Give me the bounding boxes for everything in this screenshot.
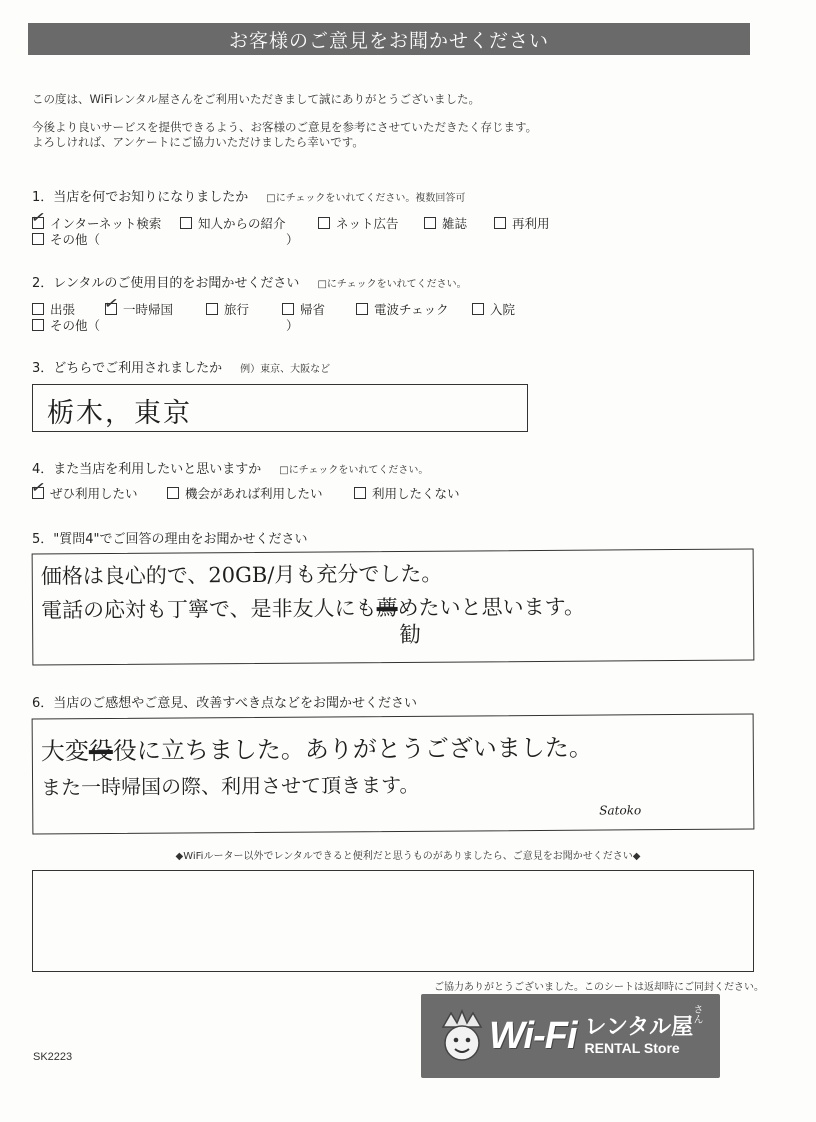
checkbox[interactable] [354, 487, 366, 499]
q2-option-hospital[interactable] [472, 300, 515, 318]
checkbox[interactable] [282, 303, 294, 315]
intro-line-1: この度は、WiFiレンタル屋さんをご利用いただきまして誠にありがとうございました。 [32, 92, 481, 106]
q2-option-label: 一時帰国 [123, 302, 174, 317]
q6-answer-part: 大変 [40, 737, 89, 766]
checkbox[interactable] [32, 319, 44, 331]
q2-option-signal-check[interactable] [356, 300, 449, 318]
q1-option-reuse[interactable] [494, 214, 550, 232]
q4-label [32, 458, 428, 477]
q5-answer-part: 電話の応対も丁寧で、是非友人にも [40, 596, 377, 623]
q1-option-label: 知人からの紹介 [198, 216, 286, 231]
intro-line-3: よろしければ、アンケートにご協力いただけましたら幸いです。 [32, 135, 364, 149]
wifi-rental-logo [421, 994, 720, 1078]
q2-question: 2．レンタルのご使用目的をお聞かせください [32, 276, 300, 291]
q1-option-label: ネット広告 [336, 216, 399, 231]
q4-option-label: 利用したくない [372, 486, 460, 501]
q1-other-label: その他（ [50, 232, 101, 247]
checkbox[interactable] [102, 292, 121, 316]
check-mark-icon: ✓ [29, 476, 48, 500]
q6-answer-line-2: また一時帰国の際、利用させて頂きます。 [41, 772, 420, 800]
checkbox[interactable] [29, 206, 48, 230]
checkbox[interactable] [318, 217, 330, 229]
q4-question: 4．また当店を利用したいと思いますか [32, 462, 262, 477]
q2-option-label: 電波チェック [374, 302, 449, 317]
q1-option-magazine[interactable] [424, 214, 467, 232]
q6-answer-part: 役に立ちました。ありがとうございました。 [112, 733, 593, 765]
q1-option-label: 再利用 [512, 216, 550, 231]
checkbox[interactable] [32, 303, 44, 315]
q5-label: 5．"質問4"でご回答の理由をお聞かせください [32, 532, 308, 547]
checkbox[interactable] [424, 217, 436, 229]
checkbox[interactable] [29, 476, 48, 500]
logo-jp-text: レンタル屋 [584, 1015, 694, 1040]
q7-label: ◆WiFiルーター以外でレンタルできると便利だと思うものがありましたら、ご意見をお聞かせください◆ [175, 851, 641, 862]
logo-text-group [585, 1016, 694, 1056]
checkbox[interactable] [356, 303, 368, 315]
q2-other-close: ） [286, 318, 299, 333]
logo-wifi-text: Wi-Fi [489, 1014, 577, 1057]
q1-option-label: インターネット検索 [50, 216, 162, 231]
q1-other-close: ） [286, 232, 299, 247]
q4-option-definitely[interactable] [29, 476, 138, 502]
q4-option-label: 機会があれば利用したい [185, 486, 323, 501]
q2-option-label: 帰省 [300, 302, 326, 317]
checkbox[interactable] [206, 303, 218, 315]
q5-answer-box[interactable] [32, 548, 755, 665]
q1-option-net-ad[interactable] [318, 214, 399, 232]
q4-note: □にチェックをいれてください。 [279, 465, 429, 476]
q1-note: □にチェックをいれてください。複数回答可 [266, 193, 466, 204]
q4-option-label: ぜひ利用したい [50, 486, 138, 501]
q2-option-label: 旅行 [224, 302, 250, 317]
checkbox[interactable] [494, 217, 506, 229]
q5-answer-line-1: 価格は良心的で、20GB/月も充分でした。 [40, 561, 443, 589]
q4-option-no[interactable] [354, 484, 460, 502]
q3-label [32, 357, 330, 376]
q1-option-other[interactable] [32, 230, 100, 248]
q2-option-travel[interactable] [206, 300, 249, 318]
q3-question: 3．どちらでご利用されましたか [32, 361, 223, 376]
q4-option-maybe[interactable] [167, 484, 323, 502]
checkbox[interactable] [180, 217, 192, 229]
logo-san-text: さん [691, 1004, 702, 1024]
q3-note: 例）東京、大阪など [240, 364, 331, 375]
intro-line-2: 今後より良いサービスを提供できるよう、お客様のご意見を参考にさせていただきたく存じます。 [32, 120, 538, 134]
q2-note: □にチェックをいれてください。 [317, 279, 467, 290]
q7-answer-box[interactable] [32, 870, 754, 972]
q2-option-temp-return[interactable] [102, 292, 174, 318]
q6-label: 6．当店のご感想やご意見、改善すべき点などをお聞かせください [32, 696, 418, 711]
q3-answer-box[interactable] [32, 384, 528, 432]
crown-mascot-icon [437, 1009, 487, 1063]
q2-other-label: その他（ [50, 318, 101, 333]
q5-answer-part: めたいと思います。 [397, 594, 586, 620]
checkbox[interactable] [167, 487, 179, 499]
q6-answer-line-1 [41, 728, 593, 767]
q2-option-other[interactable] [32, 316, 100, 334]
q5-struck-word: 薦 [376, 595, 398, 621]
signature: Satoko [599, 803, 642, 818]
checkbox[interactable] [472, 303, 484, 315]
logo-en-text: RENTAL Store [584, 1040, 680, 1056]
check-mark-icon: ✓ [29, 206, 48, 230]
checkbox[interactable] [32, 233, 44, 245]
q6-struck-word: 役 [88, 736, 113, 766]
q1-label [32, 186, 465, 205]
q1-question: 1．当店を何でお知りになりましたか [32, 190, 249, 205]
check-mark-icon: ✓ [102, 292, 121, 316]
q3-answer: 栃木，東京 [47, 398, 192, 429]
q5-correction: 勧 [399, 622, 422, 648]
q6-answer-box[interactable] [32, 713, 755, 834]
form-code: SK2223 [33, 1051, 73, 1063]
q1-option-label: 雑誌 [442, 216, 468, 231]
q2-option-label: 出張 [50, 302, 76, 317]
footer-note: ご協力ありがとうございました。このシートは返却時にご同封ください。 [434, 982, 764, 993]
q1-option-referral[interactable] [180, 214, 286, 232]
q5-answer-line-2 [41, 591, 585, 625]
q2-label [32, 272, 467, 291]
page-title: お客様のご意見をお聞かせください [28, 23, 750, 55]
q2-option-label: 入院 [490, 302, 516, 317]
